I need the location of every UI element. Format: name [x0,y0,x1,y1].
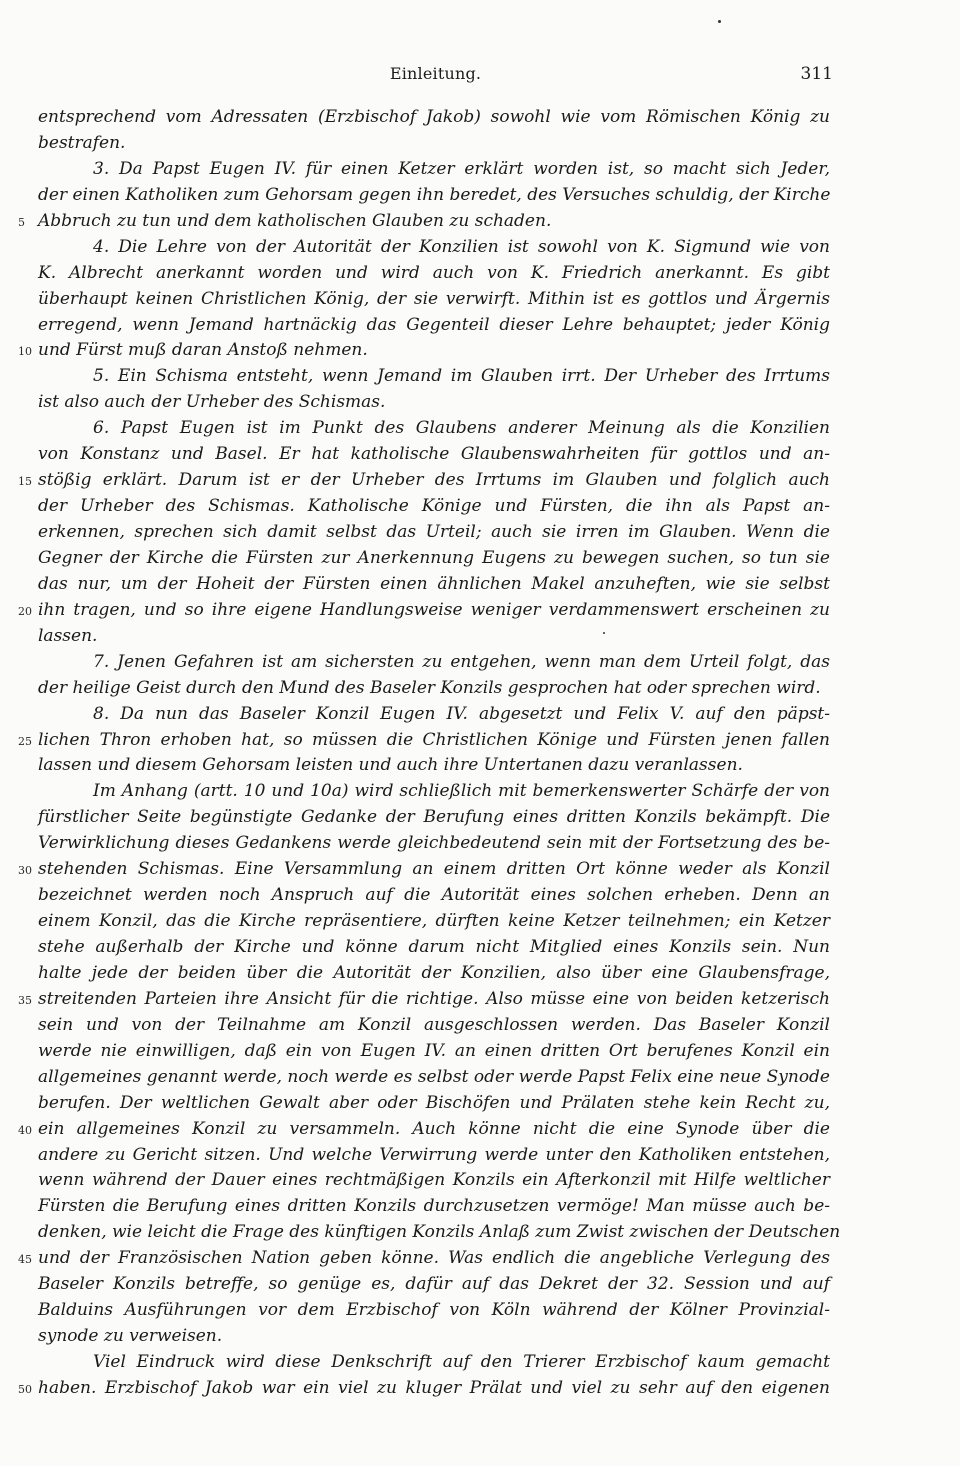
text-line [38,131,830,157]
text-line [38,520,830,546]
line-number: 30 [18,864,32,878]
page-number: 311 [800,64,833,84]
line-text: Fürsten die Berufung eines dritten Konzils durchzusetzen vermöge! Man müsse auch be- [38,1196,830,1217]
text-line [38,805,830,831]
line-text: stößig erklärt. Darum ist er der Urheber des Irrtums im Glauben und folglich auch [38,470,830,491]
line-text: bezeichnet werden noch Anspruch auf die Autorität eines solchen erheben. Denn an [38,885,830,906]
text-line [18,1376,830,1402]
ink-speck [718,20,721,23]
line-text: lassen. [38,625,98,646]
line-text: einem Konzil, das die Kirche repräsentiere, dürften keine Ketzer teilnehmen; ein Ketzer [38,911,830,932]
line-text: 8. Da nun das Baseler Konzil Eugen IV. abgesetzt und Felix V. auf den päpst- [93,703,830,724]
text-line [18,857,830,883]
line-text: überhaupt keinen Christlichen König, der sie verwirft. Mithin ist es gottlos und Ärgernis [38,288,830,309]
text-line [38,1298,830,1324]
line-text: wenn während der Dauer eines rechtmäßigen Konzils ein Afterkonzil mit Hilfe weltlicher [38,1170,830,1191]
text-line [38,624,830,650]
text-line [38,1143,830,1169]
line-number: 10 [18,345,32,359]
text-line [38,390,830,416]
line-number: 15 [18,475,32,489]
line-text: der einen Katholiken zum Gehorsam gegen ihn beredet, des Versuches schuldig, der Kirche [38,184,831,205]
text-line [18,468,830,494]
text-line [38,1324,830,1350]
line-text: entsprechend vom Adressaten (Erzbischof Jakob) sowohl wie vom Römischen König zu [38,107,830,127]
text-line [38,183,830,209]
text-line [38,494,830,520]
line-text: Gegner der Kirche die Fürsten zur Anerkennung Eugens zu bewegen suchen, so tun sie [38,547,830,568]
text-line [38,1168,830,1194]
text-line [38,650,830,676]
line-text: der heilige Geist durch den Mund des Baseler Konzils gesprochen hat oder sprechen wird. [38,677,821,698]
running-header [38,64,833,94]
text-line [38,1091,830,1117]
line-text: stehenden Schismas. Eine Versammlung an einem dritten Ort könne weder als Konzil [38,859,830,880]
text-line [18,728,830,754]
text-line [38,364,830,390]
line-number: 20 [18,604,32,618]
text-line [38,1220,841,1246]
text-line [38,313,830,339]
text-line [38,1350,830,1376]
line-text: ihn tragen, und so ihre eigene Handlungsweise weniger verdammenswert erscheinen zu [38,599,830,620]
text-line [38,1272,830,1298]
line-text: 5. Ein Schisma entsteht, wenn Jemand im Glauben irrt. Der Urheber des Irrtums [93,366,830,387]
line-text: Viel Eindruck wird diese Denkschrift auf den Trierer Erzbischof kaum gemacht [93,1352,830,1372]
text-line [38,779,830,805]
line-text: Baseler Konzils betreffe, so genüge es, dafür auf das Dekret der 32. Session und auf [38,1274,830,1295]
line-text: bestrafen. [38,132,126,153]
text-line [18,987,830,1013]
line-number: 40 [18,1123,32,1137]
line-text: von Konstanz und Basel. Er hat katholische Glaubenswahrheiten für gottlos und an- [38,444,830,465]
line-text: und der Französischen Nation geben könne. Was endlich die angebliche Verlegung des [38,1248,830,1269]
line-text: Verwirklichung dieses Gedankens werde gleichbedeutend sein mit der Fortsetzung des be- [38,833,830,854]
text-line [38,961,830,987]
line-number: 45 [18,1253,32,1267]
line-text: denken, wie leicht die Frage des künftigen Konzils Anlaß zum Zwist zwischen der Deutschen [38,1222,841,1243]
text-line [38,1039,830,1065]
line-text: andere zu Gericht sitzen. Und welche Verwirrung werde unter den Katholiken entstehen, [38,1144,830,1165]
line-text: das nur, um der Hoheit der Fürsten einen ähnlichen Makel anzuheften, wie sie selbst [38,573,830,594]
text-line [38,416,830,442]
text-line [38,235,830,261]
line-text: und Fürst muß daran Anstoß nehmen. [38,340,368,361]
line-text: ist also auch der Urheber des Schismas. [38,392,386,413]
text-line [18,598,830,624]
line-text: 4. Die Lehre von der Autorität der Konzilien ist sowohl von K. Sigmund wie von [93,236,830,257]
text-line [38,105,830,131]
line-number: 25 [18,734,32,748]
line-text: fürstlicher Seite begünstigte Gedanke der Berufung eines dritten Konzils bekämpft. Die [38,807,830,828]
text-line [38,883,830,909]
text-line [38,935,830,961]
text-line [38,572,830,598]
line-text: lassen und diesem Gehorsam leisten und auch ihre Untertanen dazu veranlassen. [38,755,743,776]
text-line [18,338,830,364]
text-line [38,157,830,183]
line-text: erkennen, sprechen sich damit selbst das Urteil; auch sie irren im Glauben. Wenn die [38,522,830,542]
text-line [38,1013,830,1039]
line-text: Abbruch zu tun und dem katholischen Glauben zu schaden. [38,210,552,231]
line-number: 35 [18,993,32,1007]
text-line [38,287,830,313]
line-text: 3. Da Papst Eugen IV. für einen Ketzer erklärt worden ist, so macht sich Jeder, [93,158,830,179]
line-text: erregend, wenn Jemand hartnäckig das Gegenteil dieser Lehre behauptet; jeder König [38,314,830,335]
line-text: berufen. Der weltlichen Gewalt aber oder Bischöfen und Prälaten stehe kein Recht zu, [38,1092,830,1113]
text-line [38,909,830,935]
text-line [18,1117,830,1143]
line-text: 6. Papst Eugen ist im Punkt des Glaubens anderer Meinung als die Konzilien [93,418,830,439]
text-line [38,831,830,857]
text-line [38,753,830,779]
text-line [38,1194,830,1220]
line-text: streitenden Parteien ihre Ansicht für die richtige. Also müsse eine von beiden ketzerisch [38,988,830,1009]
text-line [38,261,830,287]
line-text: werde nie einwilligen, daß ein von Eugen IV. an einen dritten Ort berufenes Konzil ein [38,1040,830,1061]
text-line [38,702,830,728]
line-text: halte jede der beiden über die Autorität der Konzilien, also über eine Glaubensfrage, [38,962,830,983]
text-line [18,209,830,235]
text-line [18,1246,830,1272]
line-text: K. Albrecht anerkannt worden und wird auch von K. Friedrich anerkannt. Es gibt [38,262,830,283]
line-text: ein allgemeines Konzil zu versammeln. Auch könne nicht die eine Synode über die [38,1118,830,1139]
line-text: Im Anhang (artt. 10 und 10a) wird schließlich mit bemerkenswerter Schärfe der von [93,781,830,802]
text-line [38,442,830,468]
line-text: synode zu verweisen. [38,1326,223,1347]
running-title: Einleitung. [389,64,482,83]
line-text: der Urheber des Schismas. Katholische Könige und Fürsten, die ihn als Papst an- [38,496,830,517]
line-text: allgemeines genannt werde, noch werde es selbst oder werde Papst Felix eine neue Synode [38,1066,830,1087]
line-text: lichen Thron erhoben hat, so müssen die Christlichen Könige und Fürsten jenen fallen [38,729,830,750]
text-line [38,1065,830,1091]
body-text [18,105,841,1402]
line-text: sein und von der Teilnahme am Konzil ausgeschlossen werden. Das Baseler Konzil [38,1014,830,1035]
line-text: 7. Jenen Gefahren ist am sichersten zu entgehen, wenn man dem Urteil folgt, das [93,651,830,672]
text-line [38,546,830,572]
line-text: Balduins Ausführungen vor dem Erzbischof von Köln während der Kölner Provinzial- [38,1300,830,1321]
line-number: 5 [18,215,25,229]
text-line [38,676,830,702]
line-text: stehe außerhalb der Kirche und könne darum nicht Mitglied eines Konzils sein. Nun [38,937,830,957]
line-number: 50 [18,1382,32,1396]
line-text: haben. Erzbischof Jakob war ein viel zu kluger Prälat und viel zu sehr auf den eigenen [38,1377,830,1398]
